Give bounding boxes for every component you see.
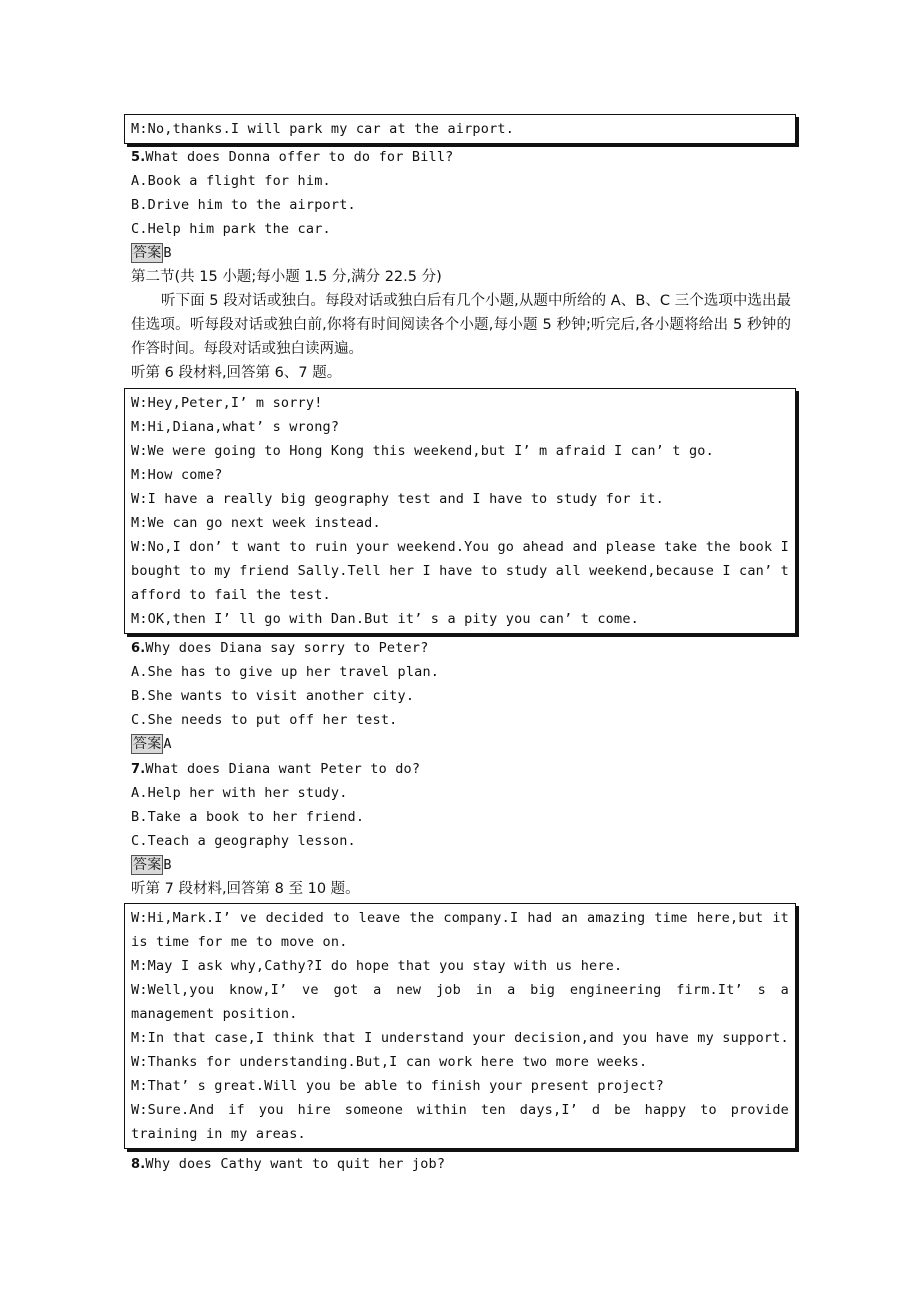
dialogue-line: M:That’ s great.Will you be able to finish your present project? xyxy=(131,1078,664,1094)
material-7-heading: 听第 7 段材料,回答第 8 至 10 题。 xyxy=(131,881,360,897)
question-text: Why does Diana say sorry to Peter? xyxy=(145,640,429,656)
section-heading: 第二节(共 15 小题;每小题 1.5 分,满分 22.5 分) xyxy=(131,269,442,285)
dialogue-line: W:Well,you know,I’ ve got a new job in a big engineering firm.It’ s a management position. xyxy=(131,982,789,1022)
dialogue-line: M:No,thanks.I will park my car at the airport. xyxy=(131,121,515,137)
dialogue-line: M:Hi,Diana,what’ s wrong? xyxy=(131,419,340,435)
question-8 xyxy=(131,1152,799,1176)
dialogue-line: W:Thanks for understanding.But,I can work here two more weeks. xyxy=(131,1054,648,1070)
dialogue-line: W:Hey,Peter,I’ m sorry! xyxy=(131,395,323,411)
answer-value: B xyxy=(163,245,172,261)
section-instructions: 听下面 5 段对话或独白。每段对话或独白后有几个小题,从题中所给的 A、B、C 三个选项中选出最佳选项。听每段对话或独白前,你将有时间阅读各个小题,每小题 5 秒钟;听完后,各小题将给出 5 秒钟的作答时间。每段对话或独白读两遍。 xyxy=(131,293,791,357)
question-text: What does Donna offer to do for Bill? xyxy=(145,149,454,165)
dialogue-line: W:Sure.And if you hire someone within ten days,I’ d be happy to provide training in my areas. xyxy=(131,1102,789,1142)
question-number: 5. xyxy=(131,150,146,165)
dialogue-line: M:In that case,I think that I understand your decision,and you have my support. xyxy=(131,1030,789,1046)
option-c: C.Help him park the car. xyxy=(131,221,331,237)
answer-tag: 答案 xyxy=(133,857,162,873)
answer-tag: 答案 xyxy=(133,245,162,261)
question-number: 7. xyxy=(131,762,146,777)
answer-tag: 答案 xyxy=(133,736,162,752)
answer-value: A xyxy=(163,736,172,752)
section-2 xyxy=(131,265,799,385)
option-a: A.Help her with her study. xyxy=(131,785,348,801)
dialogue-line: M:May I ask why,Cathy?I do hope that you stay with us here. xyxy=(131,958,623,974)
question-text: Why does Cathy want to quit her job? xyxy=(145,1156,446,1172)
option-a: A.Book a flight for him. xyxy=(131,173,331,189)
question-number: 6. xyxy=(131,641,146,656)
dialogue-line: M:OK,then I’ ll go with Dan.But it’ s a pity you can’ t come. xyxy=(131,611,639,627)
question-5 xyxy=(131,145,799,265)
answer-value: B xyxy=(163,857,172,873)
dialogue-line: M:How come? xyxy=(131,467,223,483)
option-b: B.Take a book to her friend. xyxy=(131,809,365,825)
dialogue-box-6 xyxy=(124,388,796,634)
material-7 xyxy=(131,877,799,901)
option-c: C.Teach a geography lesson. xyxy=(131,833,356,849)
dialogue-box-4 xyxy=(124,114,796,144)
option-b: B.She wants to visit another city. xyxy=(131,688,415,704)
dialogue-line: W:I have a really big geography test and I have to study for it. xyxy=(131,491,664,507)
question-text: What does Diana want Peter to do? xyxy=(145,761,421,777)
question-number: 8. xyxy=(131,1157,146,1172)
dialogue-line: W:No,I don’ t want to ruin your weekend.You go ahead and please take the book I bought to my friend Sally.Tell her I have to study all weekend,because I can’ t afford to fail the test. xyxy=(131,539,789,603)
dialogue-line: W:We were going to Hong Kong this weekend,but I’ m afraid I can’ t go. xyxy=(131,443,714,459)
option-c: C.She needs to put off her test. xyxy=(131,712,398,728)
question-6 xyxy=(131,636,799,756)
dialogue-line: M:We can go next week instead. xyxy=(131,515,381,531)
question-7 xyxy=(131,757,799,877)
option-a: A.She has to give up her travel plan. xyxy=(131,664,440,680)
dialogue-line: W:Hi,Mark.I’ ve decided to leave the company.I had an amazing time here,but it is time for me to move on. xyxy=(131,910,789,950)
material-6-heading: 听第 6 段材料,回答第 6、7 题。 xyxy=(131,365,342,381)
dialogue-box-7 xyxy=(124,903,796,1149)
option-b: B.Drive him to the airport. xyxy=(131,197,356,213)
